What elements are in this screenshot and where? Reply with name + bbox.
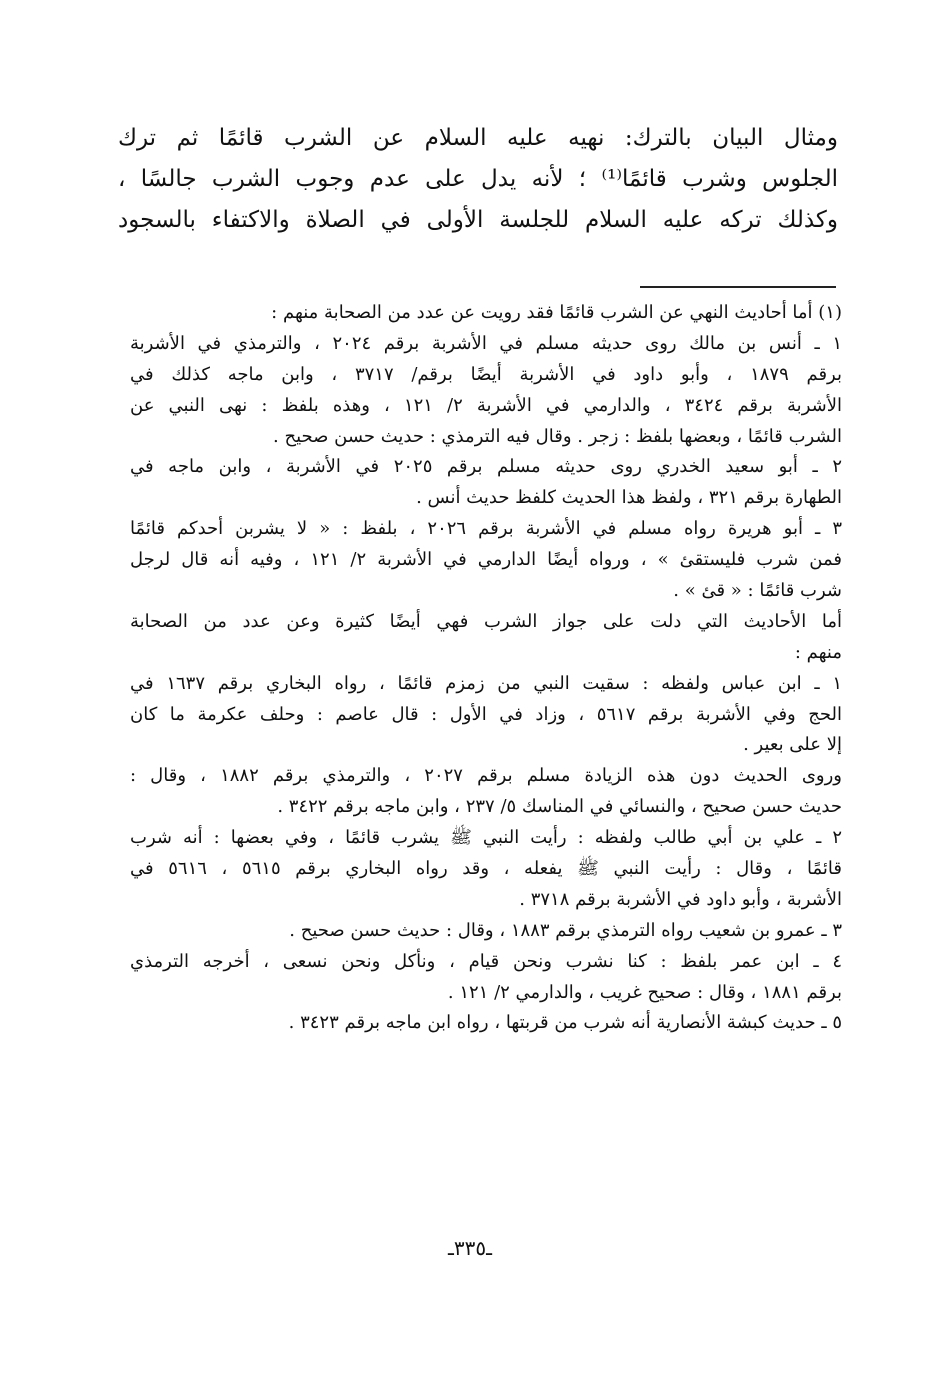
footnote-line: منهم :: [794, 641, 842, 663]
footnote-line: الحج وفي الأشربة برقم ٥٦١٧ ، وزاد في الأول : قال عاصم : وحلف عكرمة ما كان: [130, 703, 842, 725]
footnote-line: قائمًا ، وقال : رأيت النبي ﷺ يفعله ، وقد رواه البخاري برقم ٥٦١٥ ، ٥٦١٦ في: [130, 858, 842, 880]
footnote-line: ٢ ـ أبو سعيد الخدري روى حديثه مسلم برقم ٢٠٢٥ في الأشربة ، وابن ماجه في: [130, 456, 842, 478]
page-number: ـ٣٣٥ـ: [448, 1236, 492, 1260]
main-text-line-3: وكذلك تركه عليه السلام للجلسة الأولى في الصلاة والاكتفاء بالسجود: [118, 207, 838, 233]
footnote-line: أما الأحاديث التي دلت على جواز الشرب فهي أيضًا كثيرة وعن عدد من الصحابة: [130, 610, 842, 632]
footnote-line: ٣ ـ عمرو بن شعيب رواه الترمذي برقم ١٨٨٣ ، وقال : حديث حسن صحيح .: [289, 919, 842, 941]
footnote-line: حديث حسن صحيح ، والنسائي في المناسك ٥/ ٢٣٧ ، وابن ماجه برقم ٣٤٢٢ .: [277, 796, 842, 818]
footnote-line: ١ ـ ابن عباس ولفظه : سقيت النبي من زمزم قائمًا ، رواه البخاري برقم ١٦٣٧ في: [130, 672, 842, 694]
footnote-line: برقم ١٨٨١ ، وقال : صحيح غريب ، والدارمي ٢/ ١٢١ .: [447, 981, 842, 1003]
footnote-line: برقم ١٨٧٩ ، وأبو داود في الأشربة أيضًا برقم/ ٣٧١٧ ، وابن ماجه كذلك في: [130, 363, 842, 385]
footnote-line: ١ ـ أنس بن مالك روى حديثه مسلم في الأشربة برقم ٢٠٢٤ ، والترمذي في الأشربة: [130, 332, 842, 354]
footnote-line: (١) أما أحاديث النهي عن الشرب قائمًا فقد رويت عن عدد من الصحابة منهم :: [271, 302, 842, 323]
footnote-line: الأشربة ، وأبو داود في الأشربة برقم ٣٧١٨ .: [519, 888, 842, 910]
footnote-line: ٢ ـ علي بن أبي طالب ولفظه : رأيت النبي ﷺ يشرب قائمًا ، وفي بعضها : أنه شرب: [130, 827, 842, 849]
footnote-line: الأشربة برقم ٣٤٢٤ ، والدارمي في الأشربة ٢/ ١٢١ ، وهذه بلفظ : نهى النبي عن: [130, 394, 842, 416]
main-text-line-2: الجلوس وشرب قائمًا⁽¹⁾ ؛ لأنه يدل على عدم وجوب الشرب جالسًا ،: [118, 166, 838, 192]
main-text-line-1: ومثال البيان بالترك: نهيه عليه السلام عن الشرب قائمًا ثم ترك: [118, 125, 838, 151]
footnote-line: إلا على بعير .: [743, 734, 842, 756]
footnotes-block: [130, 298, 842, 1039]
footnote-line: ٣ ـ أبو هريرة رواه مسلم في الأشربة برقم ٢٠٢٦ ، بلفظ : « لا يشربن أحدكم قائمًا: [130, 518, 842, 540]
footnote-line: وروى الحديث دون هذه الزيادة مسلم برقم ٢٠٢٧ ، والترمذي برقم ١٨٨٢ ، وقال :: [130, 765, 842, 787]
footnote-line: ٥ ـ حديث كبشة الأنصارية أنه شرب من قربتها ، رواه ابن ماجه برقم ٣٤٢٣ .: [288, 1012, 842, 1034]
footnote-line: ٤ ـ ابن عمر بلفظ : كنا نشرب ونحن قيام ، ونأكل ونحن نسعى ، أخرجه الترمذي: [130, 950, 842, 972]
footnote-line: فمن شرب فليستقئ » ، ورواه أيضًا الدارمي في الأشربة ٢/ ١٢١ ، وفيه أنه قال لرجل: [130, 549, 842, 571]
footnote-line: الشرب قائمًا ، وبعضها بلفظ : زجر . وقال فيه الترمذي : حديث حسن صحيح .: [273, 425, 842, 447]
footnote-line: شرب قائمًا : « قئ » .: [673, 580, 842, 602]
footnote-divider: [640, 286, 836, 288]
footnote-line: الطهارة برقم ٣٢١ ، ولفظ هذا الحديث كلفظ حديث أنس .: [416, 487, 842, 509]
main-text-block: [118, 118, 838, 241]
